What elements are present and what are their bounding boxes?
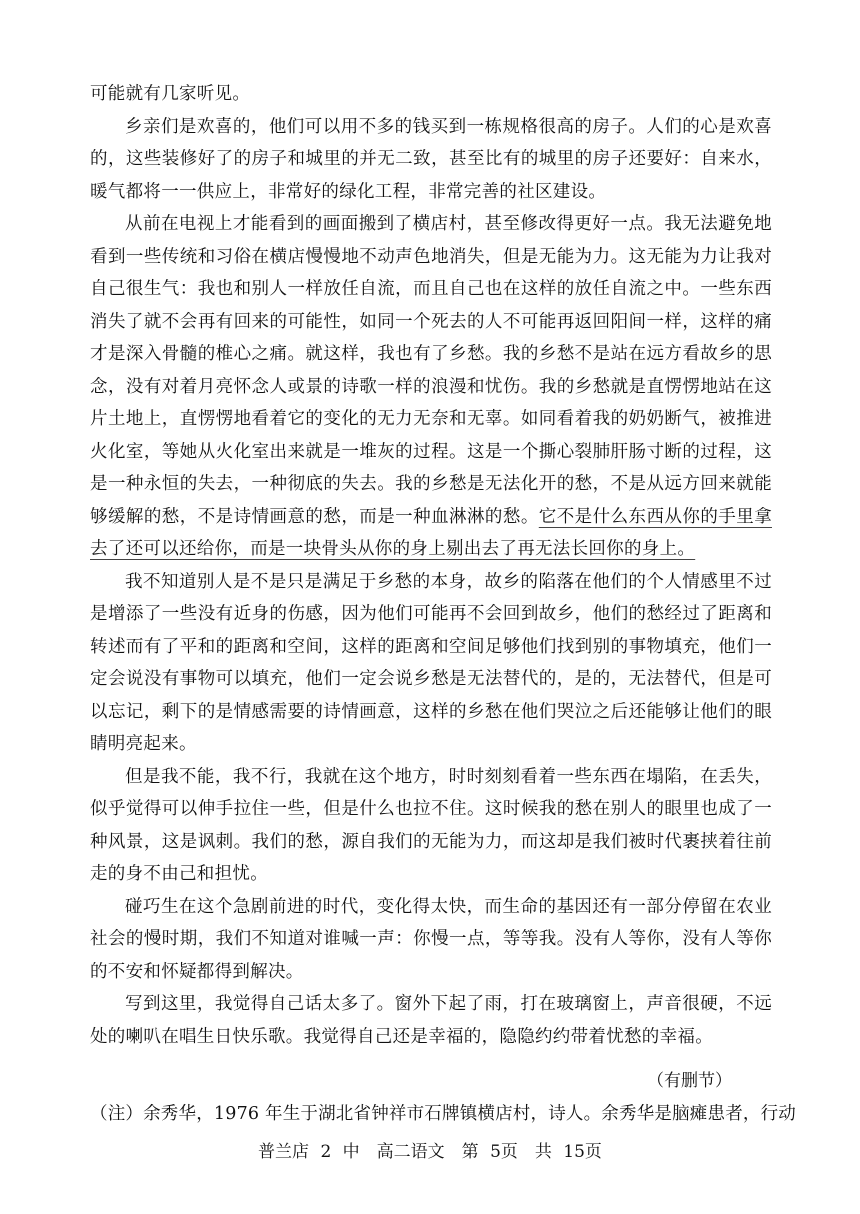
paragraph [90, 208, 772, 566]
paragraph: 写到这里，我觉得自己话太多了。窗外下起了雨，打在玻璃窗上，声音很硬，不远处的喇叭在唱生日快乐歌。我觉得自己还是幸福的，隐隐约约带着忧愁的幸福。 [90, 994, 772, 1047]
article-body [90, 78, 772, 1053]
paragraph: 可能就有几家听见。 [90, 84, 251, 104]
paragraph: 乡亲们是欢喜的，他们可以用不多的钱买到一栋规格很高的房子。人们的心是欢喜的，这些装修好了的房子和城里的并无二致，甚至比有的城里的房子还要好：自来水，暖气都将一一供应上，非常好的绿化工程，非常完善的社区建设。 [90, 116, 772, 202]
paragraph: 我不知道别人是不是只是满足于乡愁的本身，故乡的陷落在他们的个人情感里不过是增添了一些没有近身的伤感，因为他们可能再不会回到故乡，他们的愁经过了距离和转述而有了平和的距离和空间，这样的距离和空间足够他们找到别的事物填充，他们一定会说没有事物可以填充，他们一定会说乡愁是无法替代的，是的，无法替代，但是可以忘记，剩下的是情感需要的诗情画意，这样的乡愁在他们哭泣之后还能够让他们的眼睛明亮起来。 [90, 571, 772, 754]
author-footnote: （注）余秀华，1976 年生于湖北省钟祥市石牌镇横店村，诗人。余秀华是脑瘫患者，行动 [90, 1104, 796, 1124]
paragraph: 碰巧生在这个急剧前进的时代，变化得太快，而生命的基因还有一部分停留在农业社会的慢时期，我们不知道对谁喊一声：你慢一点，等等我。没有人等你，没有人等你的不安和怀疑都得到解决。 [90, 896, 772, 982]
page-footer: 普兰店 2 中 高二语文 第 5页 共 15页 [258, 1142, 602, 1162]
paragraph: 但是我不能，我不行，我就在这个地方，时时刻刻看着一些东西在塌陷，在丢失，似乎觉得可以伸手拉住一些，但是什么也拉不住。这时候我的愁在别人的眼里也成了一种风景，这是讽刺。我们的愁，源自我们的无能为力，而这却是我们被时代裹挟着往前走的身不由己和担忧。 [90, 766, 772, 884]
underlined-sentence: 它不是什么东西从你的手里拿去了还可以还给你，而是一块骨头从你的身上剔出去了再无法长回你的身上。 [90, 506, 772, 559]
abridged-note: （有删节） [647, 1071, 732, 1091]
paragraph-text: 从前在电视上才能看到的画面搬到了横店村，甚至修改得更好一点。我无法避免地看到一些传统和习俗在横店慢慢地不动声色地消失，但是无能为力。这无能为力让我对自己很生气：我也和别人一样放任自流，而且自己也在这样的放任自流之中。一些东西消失了就不会再有回来的可能性，如同一个死去的人不可能再返回阳间一样，这样的痛才是深入骨髓的椎心之痛。就这样，我也有了乡愁。我的乡愁不是站在远方看故乡的思念，没有对着月亮怀念人或景的诗歌一样的浪漫和忧伤。我的乡愁就是直愣愣地站在这片土地上，直愣愣地看着它的变化的无力无奈和无辜。如同看着我的奶奶断气，被推进火化室，等她从火化室出来就是一堆灰的过程。这是一个撕心裂肺肝肠寸断的过程，这是一种永恒的失去，一种彻底的失去。我的乡愁是无法化开的愁，不是从远方回来就能够缓解的愁，不是诗情画意的愁，而是一种血淋淋的愁。 [90, 214, 772, 527]
